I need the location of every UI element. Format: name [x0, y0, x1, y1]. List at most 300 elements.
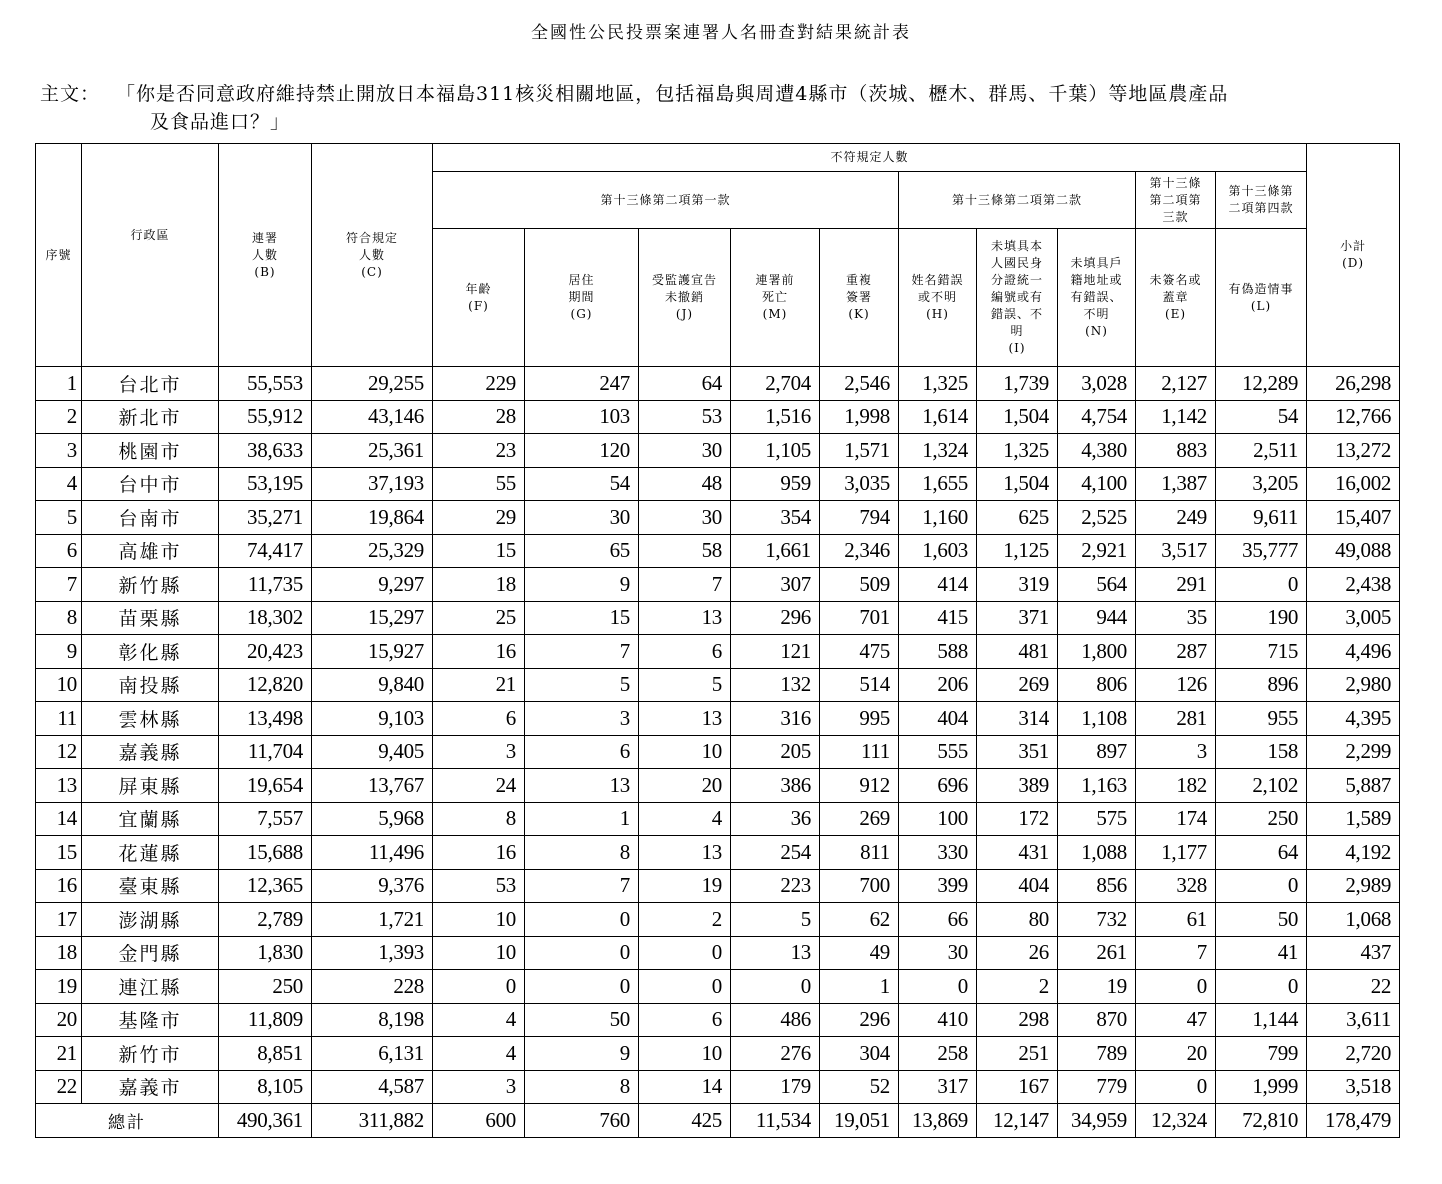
row-value: 811	[820, 836, 899, 870]
row-value: 64	[639, 367, 731, 401]
row-value: 481	[977, 635, 1058, 669]
header-line: 連署前	[755, 273, 795, 287]
row-value: 1,142	[1136, 400, 1216, 434]
row-value: 11,496	[312, 836, 433, 870]
row-value: 13	[639, 836, 731, 870]
row-region: 新竹市	[82, 1037, 219, 1071]
row-value: 13	[639, 702, 731, 736]
row-value: 437	[1307, 936, 1400, 970]
row-value: 1,999	[1216, 1070, 1307, 1104]
row-value: 9,840	[312, 668, 433, 702]
table-row	[36, 1003, 1400, 1037]
total-value: 12,147	[977, 1104, 1058, 1138]
row-value: 35	[1136, 601, 1216, 635]
row-value: 3,518	[1307, 1070, 1400, 1104]
table-row	[36, 367, 1400, 401]
row-value: 8	[525, 1070, 639, 1104]
table-row	[36, 869, 1400, 903]
row-value: 319	[977, 568, 1058, 602]
row-value: 281	[1136, 702, 1216, 736]
row-value: 18	[433, 568, 525, 602]
row-value: 249	[1136, 501, 1216, 535]
row-value: 296	[820, 1003, 899, 1037]
row-value: 158	[1216, 735, 1307, 769]
header-line: 人數	[358, 247, 385, 262]
row-value: 9,611	[1216, 501, 1307, 535]
table-row	[36, 668, 1400, 702]
row-value: 16	[433, 635, 525, 669]
header-line: (L)	[1250, 298, 1272, 313]
row-value: 475	[820, 635, 899, 669]
row-value: 100	[899, 802, 977, 836]
header-line: 有偽造情事	[1228, 281, 1294, 296]
header-name-error	[899, 229, 977, 367]
row-region: 澎湖縣	[82, 903, 219, 937]
row-value: 404	[899, 702, 977, 736]
row-value: 19,654	[219, 769, 312, 803]
row-value: 509	[820, 568, 899, 602]
row-value: 1,614	[899, 400, 977, 434]
row-value: 55	[433, 467, 525, 501]
row-value: 276	[731, 1037, 820, 1071]
table-row	[36, 970, 1400, 1004]
row-value: 856	[1058, 869, 1136, 903]
row-seq: 4	[36, 467, 82, 501]
row-value: 15	[433, 534, 525, 568]
row-value: 13,272	[1307, 434, 1400, 468]
row-value: 10	[639, 735, 731, 769]
row-value: 296	[731, 601, 820, 635]
row-value: 9,376	[312, 869, 433, 903]
row-value: 371	[977, 601, 1058, 635]
header-residence	[525, 229, 639, 367]
row-value: 1,160	[899, 501, 977, 535]
row-region: 南投縣	[82, 668, 219, 702]
row-value: 789	[1058, 1037, 1136, 1071]
header-deceased	[731, 229, 820, 367]
page-title: 全國性公民投票案連署人名冊查對結果統計表	[531, 23, 911, 43]
header-non-compliant: 不符規定人數	[433, 144, 1307, 172]
header-line: (J)	[675, 307, 694, 321]
row-value: 35,271	[219, 501, 312, 535]
row-value: 18,302	[219, 601, 312, 635]
header-line: 編號或有	[990, 290, 1043, 304]
row-value: 287	[1136, 635, 1216, 669]
row-value: 30	[525, 501, 639, 535]
row-value: 0	[731, 970, 820, 1004]
row-value: 54	[1216, 400, 1307, 434]
header-line: (D)	[1342, 256, 1365, 270]
header-subtotal	[1307, 144, 1400, 367]
row-value: 50	[1216, 903, 1307, 937]
row-value: 16	[433, 836, 525, 870]
row-value: 399	[899, 869, 977, 903]
row-seq: 5	[36, 501, 82, 535]
row-seq: 22	[36, 1070, 82, 1104]
row-value: 1,603	[899, 534, 977, 568]
header-line: 蓋章	[1162, 290, 1189, 304]
total-value: 178,479	[1307, 1104, 1400, 1138]
row-value: 2,299	[1307, 735, 1400, 769]
row-value: 62	[820, 903, 899, 937]
row-value: 3	[525, 702, 639, 736]
row-value: 121	[731, 635, 820, 669]
header-line: 未填具戶	[1070, 256, 1123, 270]
row-value: 351	[977, 735, 1058, 769]
row-region: 雲林縣	[82, 702, 219, 736]
row-region: 宜蘭縣	[82, 802, 219, 836]
header-line: 受監護宣告	[651, 273, 717, 287]
row-value: 8	[525, 836, 639, 870]
header-line: 未簽名或	[1149, 273, 1202, 287]
row-value: 9	[525, 568, 639, 602]
row-value: 64	[1216, 836, 1307, 870]
row-value: 24	[433, 769, 525, 803]
row-value: 111	[820, 735, 899, 769]
row-value: 15,297	[312, 601, 433, 635]
row-seq: 19	[36, 970, 82, 1004]
row-value: 794	[820, 501, 899, 535]
row-value: 7,557	[219, 802, 312, 836]
row-value: 7	[525, 635, 639, 669]
row-value: 22	[1307, 970, 1400, 1004]
row-value: 10	[639, 1037, 731, 1071]
row-value: 30	[899, 936, 977, 970]
header-id-missing	[977, 229, 1058, 367]
total-value: 311,882	[312, 1104, 433, 1138]
row-value: 3,035	[820, 467, 899, 501]
row-value: 6	[639, 1003, 731, 1037]
row-value: 2	[639, 903, 731, 937]
header-line: 人數	[251, 247, 278, 262]
row-value: 205	[731, 735, 820, 769]
header-unsigned	[1136, 229, 1216, 367]
row-value: 41	[1216, 936, 1307, 970]
row-value: 1,163	[1058, 769, 1136, 803]
header-group-3	[1136, 172, 1216, 229]
row-value: 9,103	[312, 702, 433, 736]
row-seq: 10	[36, 668, 82, 702]
row-value: 4,100	[1058, 467, 1136, 501]
row-value: 806	[1058, 668, 1136, 702]
row-value: 1,387	[1136, 467, 1216, 501]
row-value: 35,777	[1216, 534, 1307, 568]
row-value: 4,496	[1307, 635, 1400, 669]
row-value: 291	[1136, 568, 1216, 602]
row-value: 2,546	[820, 367, 899, 401]
row-value: 1	[525, 802, 639, 836]
row-value: 13,498	[219, 702, 312, 736]
row-value: 0	[1216, 568, 1307, 602]
row-value: 1,661	[731, 534, 820, 568]
row-region: 嘉義縣	[82, 735, 219, 769]
table-row	[36, 903, 1400, 937]
row-value: 36	[731, 802, 820, 836]
row-value: 0	[1136, 970, 1216, 1004]
row-value: 19	[639, 869, 731, 903]
table-row	[36, 936, 1400, 970]
row-value: 6	[639, 635, 731, 669]
row-value: 20	[1136, 1037, 1216, 1071]
header-line: (E)	[1164, 307, 1187, 321]
row-region: 花蓮縣	[82, 836, 219, 870]
row-value: 3,005	[1307, 601, 1400, 635]
row-value: 912	[820, 769, 899, 803]
row-value: 12,820	[219, 668, 312, 702]
row-value: 701	[820, 601, 899, 635]
row-value: 12,289	[1216, 367, 1307, 401]
row-value: 7	[1136, 936, 1216, 970]
header-age	[433, 229, 525, 367]
row-value: 55,553	[219, 367, 312, 401]
header-guardianship	[639, 229, 731, 367]
row-seq: 14	[36, 802, 82, 836]
row-value: 799	[1216, 1037, 1307, 1071]
row-value: 172	[977, 802, 1058, 836]
row-value: 10	[433, 903, 525, 937]
row-value: 1,177	[1136, 836, 1216, 870]
row-value: 26,298	[1307, 367, 1400, 401]
row-value: 3	[433, 1070, 525, 1104]
row-value: 555	[899, 735, 977, 769]
total-row	[36, 1104, 1400, 1138]
row-value: 700	[820, 869, 899, 903]
row-value: 4,587	[312, 1070, 433, 1104]
row-value: 6	[525, 735, 639, 769]
header-line: (H)	[926, 307, 949, 321]
row-value: 120	[525, 434, 639, 468]
table-row	[36, 769, 1400, 803]
row-value: 29,255	[312, 367, 433, 401]
row-value: 223	[731, 869, 820, 903]
header-forgery	[1216, 229, 1307, 367]
topic-text-1: 「你是否同意政府維持禁止開放日本福島311核災相關地區，包括福島與周遭4縣市（茨城、櫪木、群馬、千葉）等地區農產品	[116, 83, 1229, 105]
row-value: 1,393	[312, 936, 433, 970]
table-row	[36, 836, 1400, 870]
row-value: 5,887	[1307, 769, 1400, 803]
row-value: 53	[433, 869, 525, 903]
row-value: 316	[731, 702, 820, 736]
row-value: 0	[899, 970, 977, 1004]
total-value: 72,810	[1216, 1104, 1307, 1138]
row-value: 2,789	[219, 903, 312, 937]
row-value: 5,968	[312, 802, 433, 836]
row-value: 258	[899, 1037, 977, 1071]
header-line: 不明	[1083, 307, 1110, 321]
row-region: 嘉義市	[82, 1070, 219, 1104]
header-line: 連署	[251, 230, 278, 245]
row-value: 179	[731, 1070, 820, 1104]
row-value: 9,405	[312, 735, 433, 769]
row-value: 26	[977, 936, 1058, 970]
total-value: 425	[639, 1104, 731, 1138]
header-line: 居住	[568, 273, 595, 287]
row-seq: 8	[36, 601, 82, 635]
row-value: 37,193	[312, 467, 433, 501]
row-value: 779	[1058, 1070, 1136, 1104]
row-value: 1,068	[1307, 903, 1400, 937]
header-line: 錯誤、不	[990, 307, 1043, 321]
row-value: 8,105	[219, 1070, 312, 1104]
row-value: 354	[731, 501, 820, 535]
row-value: 15,688	[219, 836, 312, 870]
row-seq: 11	[36, 702, 82, 736]
row-value: 3,517	[1136, 534, 1216, 568]
row-value: 625	[977, 501, 1058, 535]
row-value: 12,365	[219, 869, 312, 903]
header-line: (K)	[848, 307, 870, 321]
row-value: 3,028	[1058, 367, 1136, 401]
row-value: 4,380	[1058, 434, 1136, 468]
row-region: 基隆市	[82, 1003, 219, 1037]
row-seq: 20	[36, 1003, 82, 1037]
row-value: 1,800	[1058, 635, 1136, 669]
table-body	[36, 367, 1400, 1138]
header-line: 姓名錯誤	[911, 273, 964, 287]
row-region: 苗栗縣	[82, 601, 219, 635]
row-value: 307	[731, 568, 820, 602]
row-value: 58	[639, 534, 731, 568]
row-value: 25,361	[312, 434, 433, 468]
row-value: 0	[525, 903, 639, 937]
row-value: 1,571	[820, 434, 899, 468]
row-value: 897	[1058, 735, 1136, 769]
row-value: 3	[433, 735, 525, 769]
header-line: 二項第四款	[1228, 201, 1294, 215]
header-line: (F)	[468, 298, 489, 313]
row-value: 0	[1136, 1070, 1216, 1104]
row-value: 732	[1058, 903, 1136, 937]
row-value: 30	[639, 434, 731, 468]
row-value: 11,735	[219, 568, 312, 602]
row-value: 944	[1058, 601, 1136, 635]
row-region: 台北市	[82, 367, 219, 401]
row-value: 49	[820, 936, 899, 970]
row-value: 431	[977, 836, 1058, 870]
row-seq: 21	[36, 1037, 82, 1071]
header-region: 行政區	[82, 144, 219, 367]
row-value: 696	[899, 769, 977, 803]
total-value: 490,361	[219, 1104, 312, 1138]
header-line: 人國民身	[990, 256, 1043, 270]
row-region: 金門縣	[82, 936, 219, 970]
row-value: 1,125	[977, 534, 1058, 568]
row-region: 高雄市	[82, 534, 219, 568]
header-line: (M)	[762, 307, 788, 321]
row-value: 1,504	[977, 467, 1058, 501]
row-value: 54	[525, 467, 639, 501]
row-value: 4,192	[1307, 836, 1400, 870]
header-qualified	[312, 144, 433, 367]
row-value: 2,127	[1136, 367, 1216, 401]
total-value: 760	[525, 1104, 639, 1138]
header-seq: 序號	[36, 144, 82, 367]
row-value: 261	[1058, 936, 1136, 970]
row-value: 48	[639, 467, 731, 501]
row-value: 4,754	[1058, 400, 1136, 434]
total-value: 12,324	[1136, 1104, 1216, 1138]
row-value: 8,198	[312, 1003, 433, 1037]
header-line: 分證統一	[990, 273, 1043, 287]
header-group-1: 第十三條第二項第一款	[433, 172, 899, 229]
row-value: 13,767	[312, 769, 433, 803]
total-value: 11,534	[731, 1104, 820, 1138]
row-value: 514	[820, 668, 899, 702]
row-value: 5	[639, 668, 731, 702]
total-value: 600	[433, 1104, 525, 1138]
row-value: 206	[899, 668, 977, 702]
row-value: 6	[433, 702, 525, 736]
topic-label: 主文：	[40, 83, 101, 105]
row-value: 80	[977, 903, 1058, 937]
row-value: 4	[433, 1037, 525, 1071]
row-value: 404	[977, 869, 1058, 903]
row-value: 0	[525, 970, 639, 1004]
row-value: 13	[525, 769, 639, 803]
row-value: 415	[899, 601, 977, 635]
table-row	[36, 467, 1400, 501]
row-value: 66	[899, 903, 977, 937]
row-value: 10	[433, 936, 525, 970]
row-value: 250	[219, 970, 312, 1004]
row-value: 2,438	[1307, 568, 1400, 602]
row-region: 桃園市	[82, 434, 219, 468]
header-group-2: 第十三條第二項第二款	[899, 172, 1136, 229]
row-value: 1,325	[899, 367, 977, 401]
row-value: 16,002	[1307, 467, 1400, 501]
total-value: 34,959	[1058, 1104, 1136, 1138]
row-value: 5	[525, 668, 639, 702]
row-region: 臺東縣	[82, 869, 219, 903]
table-row	[36, 568, 1400, 602]
row-value: 414	[899, 568, 977, 602]
row-value: 61	[1136, 903, 1216, 937]
header-address-missing	[1058, 229, 1136, 367]
header-line: (G)	[570, 307, 593, 321]
row-value: 65	[525, 534, 639, 568]
row-value: 870	[1058, 1003, 1136, 1037]
row-value: 126	[1136, 668, 1216, 702]
total-label: 總計	[36, 1104, 219, 1138]
header-line: 三款	[1162, 209, 1189, 224]
topic-line-1	[40, 80, 1410, 108]
row-value: 7	[525, 869, 639, 903]
row-value: 4,395	[1307, 702, 1400, 736]
row-value: 330	[899, 836, 977, 870]
row-value: 1,144	[1216, 1003, 1307, 1037]
row-value: 955	[1216, 702, 1307, 736]
row-region: 新竹縣	[82, 568, 219, 602]
row-value: 896	[1216, 668, 1307, 702]
row-seq: 2	[36, 400, 82, 434]
row-value: 74,417	[219, 534, 312, 568]
row-value: 254	[731, 836, 820, 870]
total-value: 13,869	[899, 1104, 977, 1138]
header-line: 重複	[845, 273, 872, 287]
row-value: 132	[731, 668, 820, 702]
row-value: 2	[977, 970, 1058, 1004]
row-value: 103	[525, 400, 639, 434]
statistics-table	[35, 143, 1400, 1138]
row-value: 11,809	[219, 1003, 312, 1037]
row-value: 4	[639, 802, 731, 836]
header-line: 簽署	[845, 290, 872, 304]
row-value: 3,611	[1307, 1003, 1400, 1037]
row-value: 3	[1136, 735, 1216, 769]
table-row	[36, 802, 1400, 836]
row-value: 25,329	[312, 534, 433, 568]
table-row	[36, 501, 1400, 535]
